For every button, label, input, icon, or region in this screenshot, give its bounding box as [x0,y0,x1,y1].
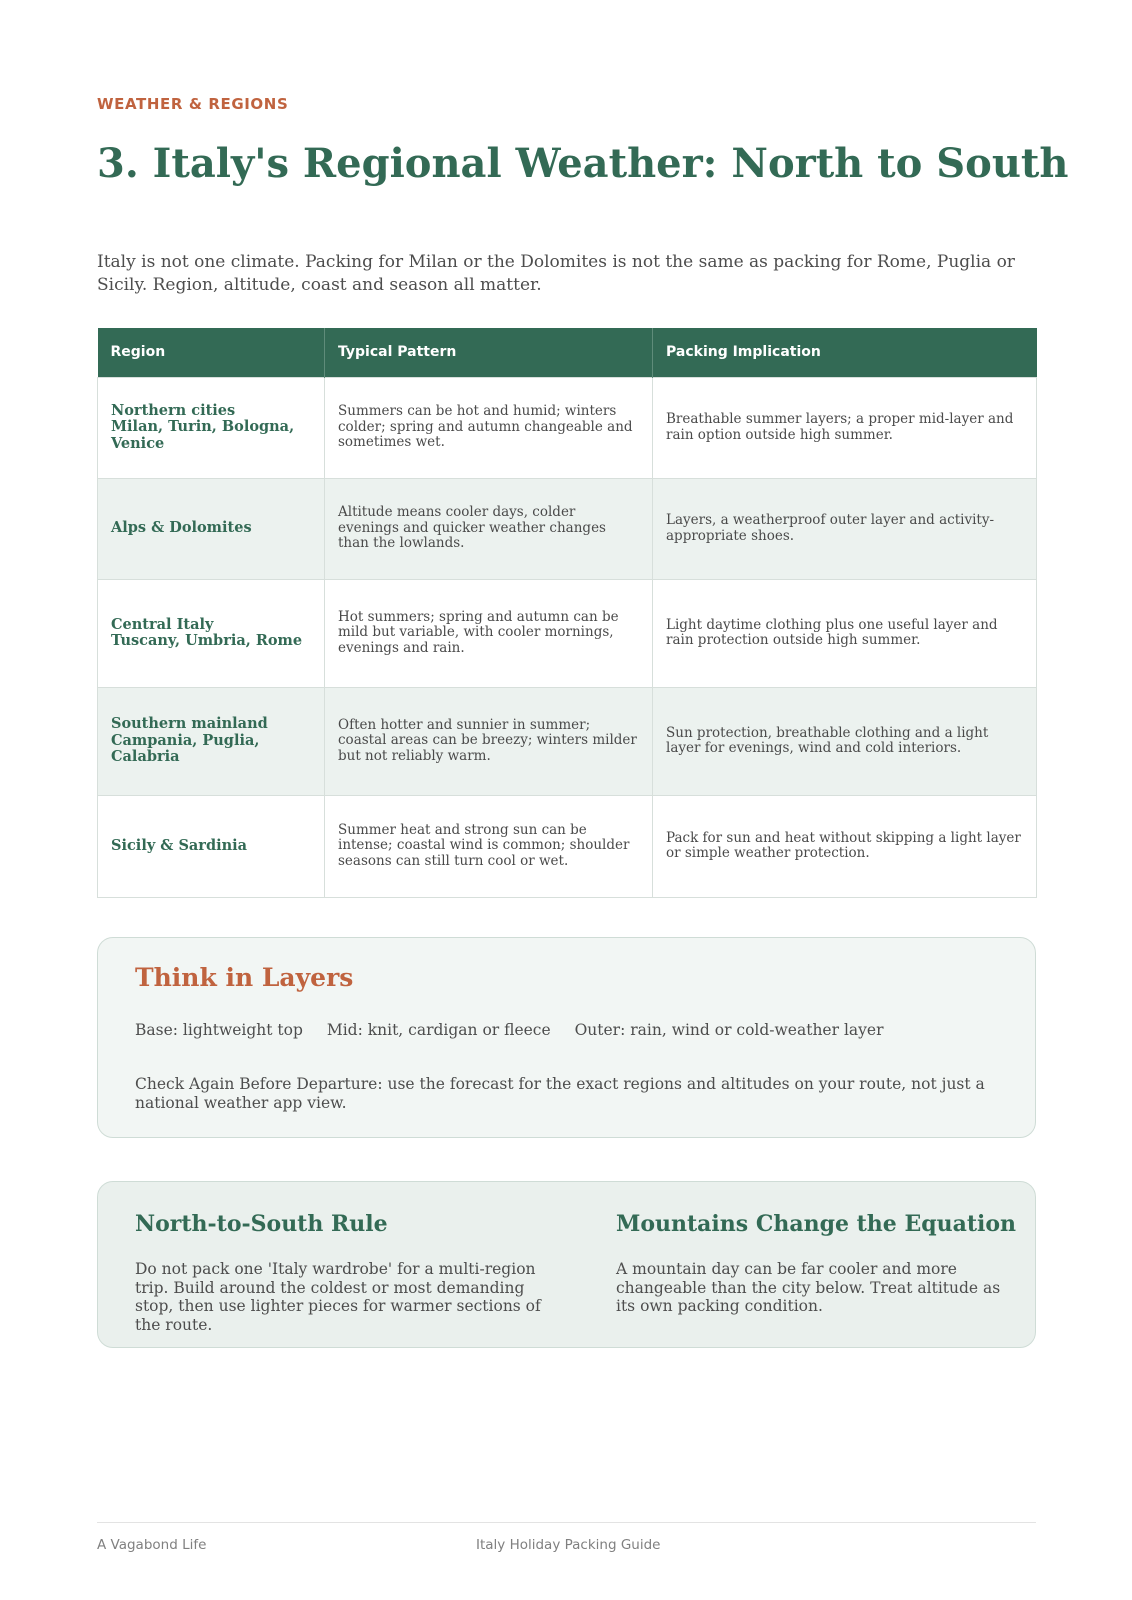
think-in-layers-callout [97,937,1036,1138]
pattern-cell: Summer heat and strong sun can be intense; coastal wind is common; shoulder seasons can still turn cool or wet. [325,795,653,897]
table-row [98,579,1037,687]
region-name: Alps & Dolomites [111,519,252,537]
page-title: 3. Italy's Regional Weather: North to South [97,140,1069,187]
region-cell [98,579,325,687]
column-header-implication: Packing Implication [653,328,1037,377]
layers-note: Check Again Before Departure: use the forecast for the exact regions and altitudes on your route, not just a national weather app view. [135,1075,985,1112]
region-cell [98,795,325,897]
rule-title: Mountains Change the Equation [616,1211,1017,1237]
rule-text: Do not pack one 'Italy wardrobe' for a multi-region trip. Build around the coldest or most demanding stop, then use lighter pieces for warmer sections of the route. [135,1260,541,1334]
footer-divider [97,1522,1036,1523]
regional-weather-table [97,328,1037,898]
layer-mid: Mid: knit, cardigan or fleece [326,1021,551,1039]
footer-guide-title: Italy Holiday Packing Guide [476,1537,661,1553]
section-kicker: WEATHER & REGIONS [97,95,289,113]
table-row [98,687,1037,795]
column-header-pattern: Typical Pattern [325,328,653,377]
implication-cell: Breathable summer layers; a proper mid-layer and rain option outside high summer. [653,377,1037,478]
pattern-cell: Hot summers; spring and autumn can be mild but variable, with cooler mornings, evenings and rain. [325,579,653,687]
region-name: Northern cities [111,401,236,419]
pattern-cell: Summers can be hot and humid; winters colder; spring and autumn changeable and sometimes wet. [325,377,653,478]
implication-cell: Pack for sun and heat without skipping a light layer or simple weather protection. [653,795,1037,897]
region-subtitle: Campania, Puglia, Calabria [111,731,260,766]
table-row [98,478,1037,579]
rule-title: North-to-South Rule [135,1211,388,1237]
region-cell [98,377,325,478]
region-name: Sicily & Sardinia [111,836,248,854]
intro-paragraph: Italy is not one climate. Packing for Milan or the Dolomites is not the same as packing for Rome, Puglia or Sicily. Region, altitude, coast and season all matter. [97,252,1015,295]
region-name: Southern mainland [111,715,268,733]
footer-brand: A Vagabond Life [97,1537,207,1553]
implication-cell: Sun protection, breathable clothing and a light layer for evenings, wind and cold interiors. [653,687,1037,795]
layer-base: Base: lightweight top [135,1021,303,1039]
region-subtitle: Tuscany, Umbria, Rome [111,632,303,649]
layers-list [135,1021,902,1039]
table-row [98,795,1037,897]
table-header-row [98,328,1037,377]
region-cell [98,478,325,579]
mountains-rule [616,1211,1016,1316]
region-name: Central Italy [111,615,214,633]
region-cell [98,687,325,795]
column-header-region: Region [98,328,325,377]
layers-title: Think in Layers [135,963,354,992]
north-south-rule [135,1211,545,1334]
pattern-cell: Altitude means cooler days, colder evenings and quicker weather changes than the lowlands. [325,478,653,579]
region-subtitle: Milan, Turin, Bologna, Venice [111,418,295,452]
implication-cell: Light daytime clothing plus one useful layer and rain protection outside high summer. [653,579,1037,687]
table-row [98,377,1037,478]
pattern-cell: Often hotter and sunnier in summer; coastal areas can be breezy; winters milder but not reliably warm. [325,687,653,795]
rules-callout [97,1181,1036,1348]
layer-outer: Outer: rain, wind or cold-weather layer [574,1021,884,1039]
implication-cell: Layers, a weatherproof outer layer and activity-appropriate shoes. [653,478,1037,579]
rule-text: A mountain day can be far cooler and more changeable than the city below. Treat altitude as its own packing condition. [616,1260,1001,1315]
